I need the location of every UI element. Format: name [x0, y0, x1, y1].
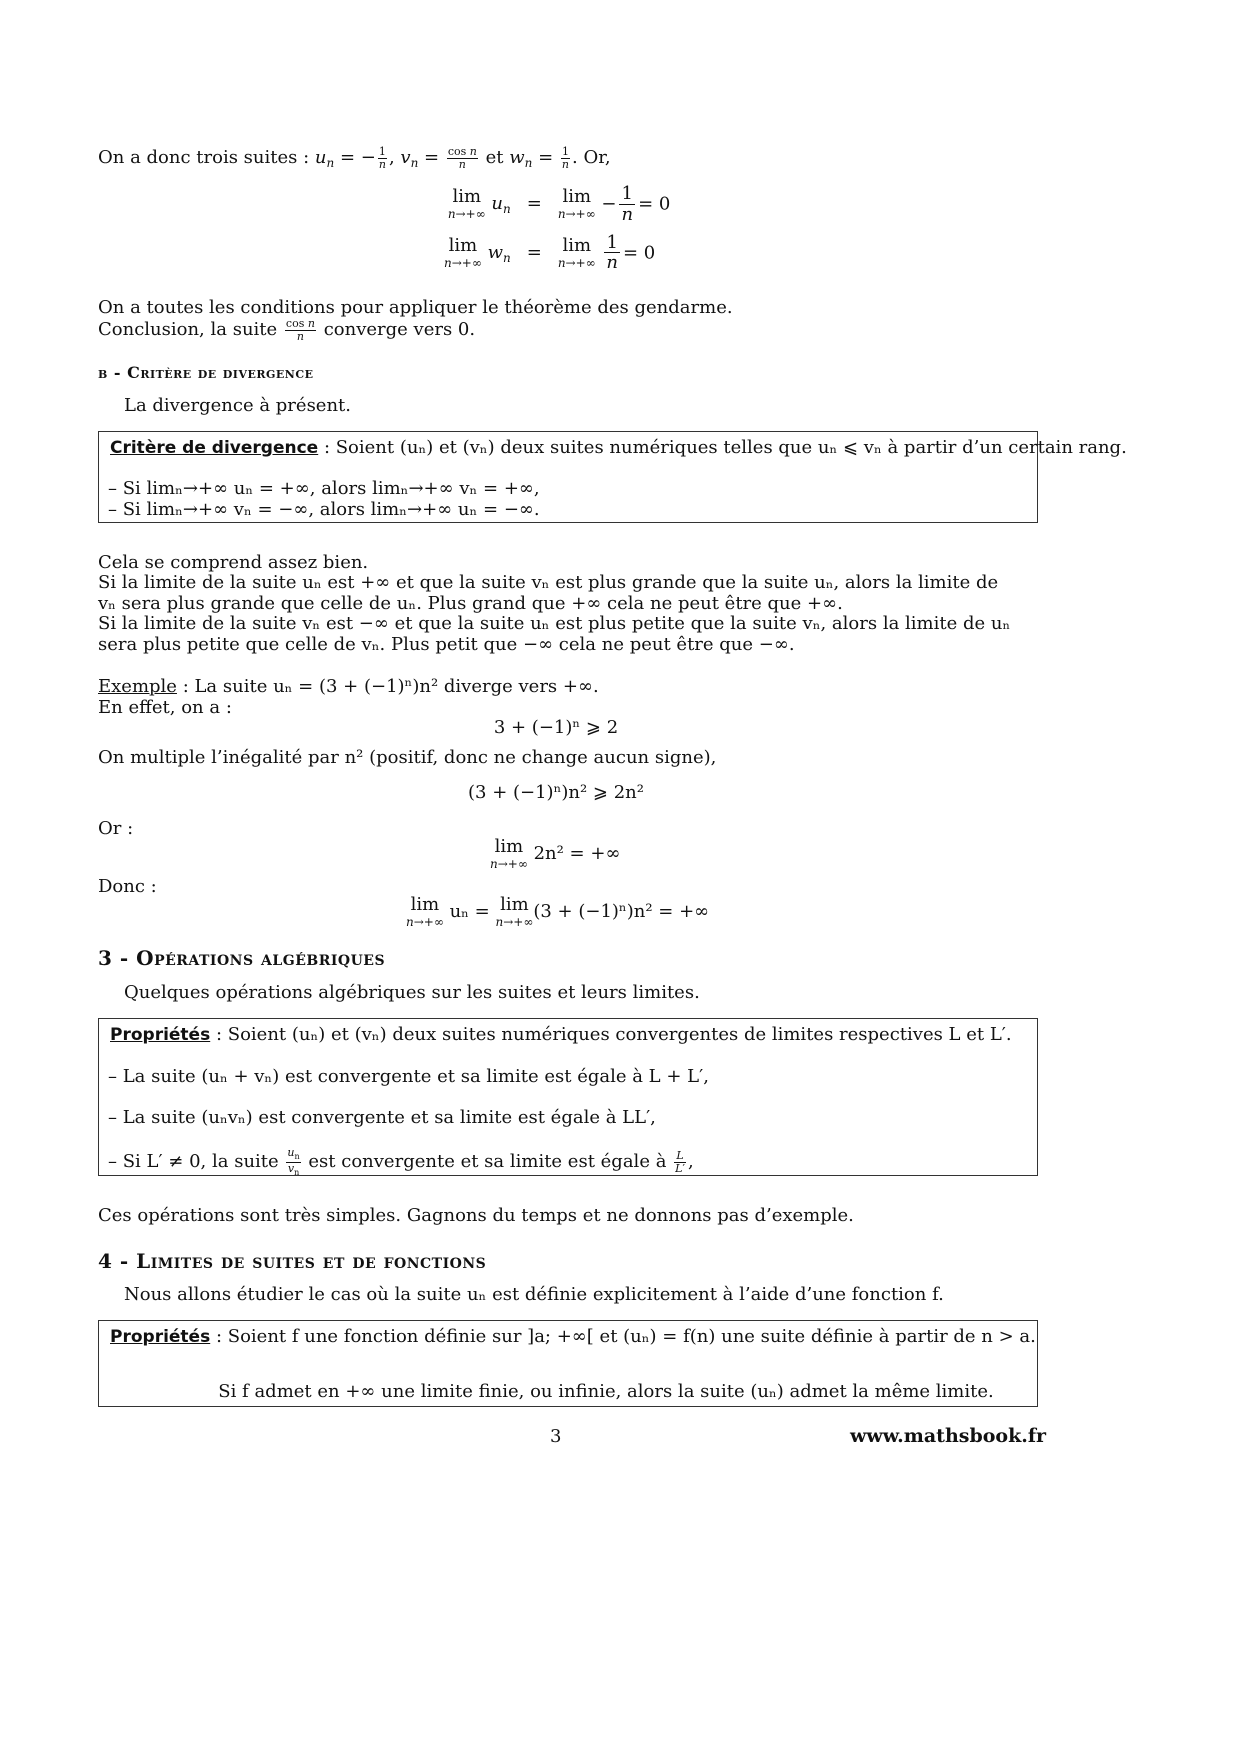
- section-3-intro: Quelques opérations algébriques sur les suites et leurs limites.: [124, 982, 700, 1003]
- divergence-title: Critère de divergence: [110, 438, 319, 458]
- conditions-line: On a toutes les conditions pour appliquer le théorème des gendarme.: [98, 297, 733, 318]
- properties-box-1: [98, 1018, 1038, 1176]
- conclusion-line: Conclusion, la suite $\frac{\text{cos n}}{n}$ converge vers 0.: [98, 317, 476, 343]
- divergence-criterion-box: [98, 431, 1127, 523]
- example-label: Exemple: [98, 676, 177, 697]
- divergence-item-2: – Si limₙ→+∞ vₙ = −∞, alors limₙ→+∞ uₙ = −∞.: [108, 499, 540, 520]
- example-en-effet: En effet, on a :: [98, 697, 232, 718]
- section-4-heading: 4 - Limites de suites et de fonctions: [98, 1249, 487, 1273]
- example-or: Or :: [98, 818, 134, 839]
- section-b-heading: b - Critère de divergence: [98, 363, 314, 382]
- example-eq1: 3 + (−1)ⁿ ⩾ 2: [493, 717, 619, 738]
- intro-line: On a donc trois suites : $u_n$ = − $\frac{1}{n}$ , $v_n$ = $\frac{\text{cos n}}{n}$ et $w_n$ = $\frac{1}{n}$ . Or,: [98, 145, 611, 171]
- after-properties-1: Ces opérations sont très simples. Gagnons du temps et ne donnons pas d’exemple.: [98, 1205, 854, 1226]
- properties-1-title: Propriétés: [110, 1025, 211, 1045]
- example-eq4: lim n→+∞ uₙ = lim n→+∞ (3 + (−1)ⁿ)n² = +∞: [406, 894, 710, 929]
- properties-2-statement: : Soient f une fonction définie sur ]a; +∞[ et (uₙ) = f(n) une suite définie à partir de n > a.: [215, 1326, 1036, 1347]
- properties-1-item-3: – Si L′ ≠ 0, la suite $\frac{u_n}{v_n}$ est convergente et sa limite est égale à $\frac{L}{L'}$ ,: [108, 1146, 694, 1177]
- explain-p3: Si la limite de la suite vₙ est −∞ et que la suite uₙ est plus petite que la suite vₙ, alors la limite de uₙ sera plus petite que celle de vₙ. Plus petit que −∞ cela ne peut être que −∞.: [98, 613, 1011, 655]
- section-4-intro: Nous allons étudier le cas où la suite uₙ est définie explicitement à l’aide d’une fonction f.: [124, 1284, 944, 1305]
- properties-2-title: Propriétés: [110, 1327, 211, 1347]
- divergence-statement: : Soient (uₙ) et (vₙ) deux suites numériques telles que uₙ ⩽ vₙ à partir d’un certain rang.: [323, 437, 1127, 458]
- section-b-intro: La divergence à présent.: [124, 395, 352, 416]
- limits-block: lim n→+∞ $u_n$ = lim n→+∞ − $\frac{1}{n}$ = 0 lim n→+∞ $w_n$ = lim n→+∞ $\frac{1}{n}$ = 0: [444, 183, 671, 274]
- example-multiply: On multiple l’inégalité par n² (positif, donc ne change aucun signe),: [98, 747, 717, 768]
- page-number: 3: [550, 1426, 562, 1447]
- section-3-heading: 3 - Opérations algébriques: [98, 946, 386, 970]
- properties-1-statement: : Soient (uₙ) et (vₙ) deux suites numériques convergentes de limites respectives L et L′.: [215, 1024, 1012, 1045]
- divergence-item-1: – Si limₙ→+∞ uₙ = +∞, alors limₙ→+∞ vₙ = +∞,: [108, 478, 540, 499]
- intro-or: Or,: [583, 147, 611, 169]
- explain-p2: Si la limite de la suite uₙ est +∞ et que la suite vₙ est plus grande que la suite uₙ, alors la limite de vₙ sera plus grande que celle de uₙ. Plus grand que +∞ cela ne peut être que +∞.: [98, 572, 999, 614]
- properties-2-conclusion: Si f admet en +∞ une limite finie, ou infinie, alors la suite (uₙ) admet la même limite.: [218, 1381, 994, 1402]
- properties-box-2: [98, 1320, 1038, 1407]
- example-line: Exemple : La suite uₙ = (3 + (−1)ⁿ)n² diverge vers +∞.: [98, 676, 599, 697]
- footer-url[interactable]: www.mathsbook.fr: [850, 1425, 1047, 1447]
- example-donc: Donc :: [98, 876, 157, 897]
- explain-p1: Cela se comprend assez bien.: [98, 552, 369, 573]
- example-eq2: (3 + (−1)ⁿ)n² ⩾ 2n²: [468, 782, 644, 803]
- intro-prefix: On a donc trois suites :: [98, 147, 310, 169]
- example-eq3: lim n→+∞ 2n² = +∞: [490, 836, 621, 871]
- properties-1-item-1: – La suite (uₙ + vₙ) est convergente et sa limite est égale à L + L′,: [108, 1066, 709, 1087]
- properties-1-item-2: – La suite (uₙvₙ) est convergente et sa limite est égale à LL′,: [108, 1107, 656, 1128]
